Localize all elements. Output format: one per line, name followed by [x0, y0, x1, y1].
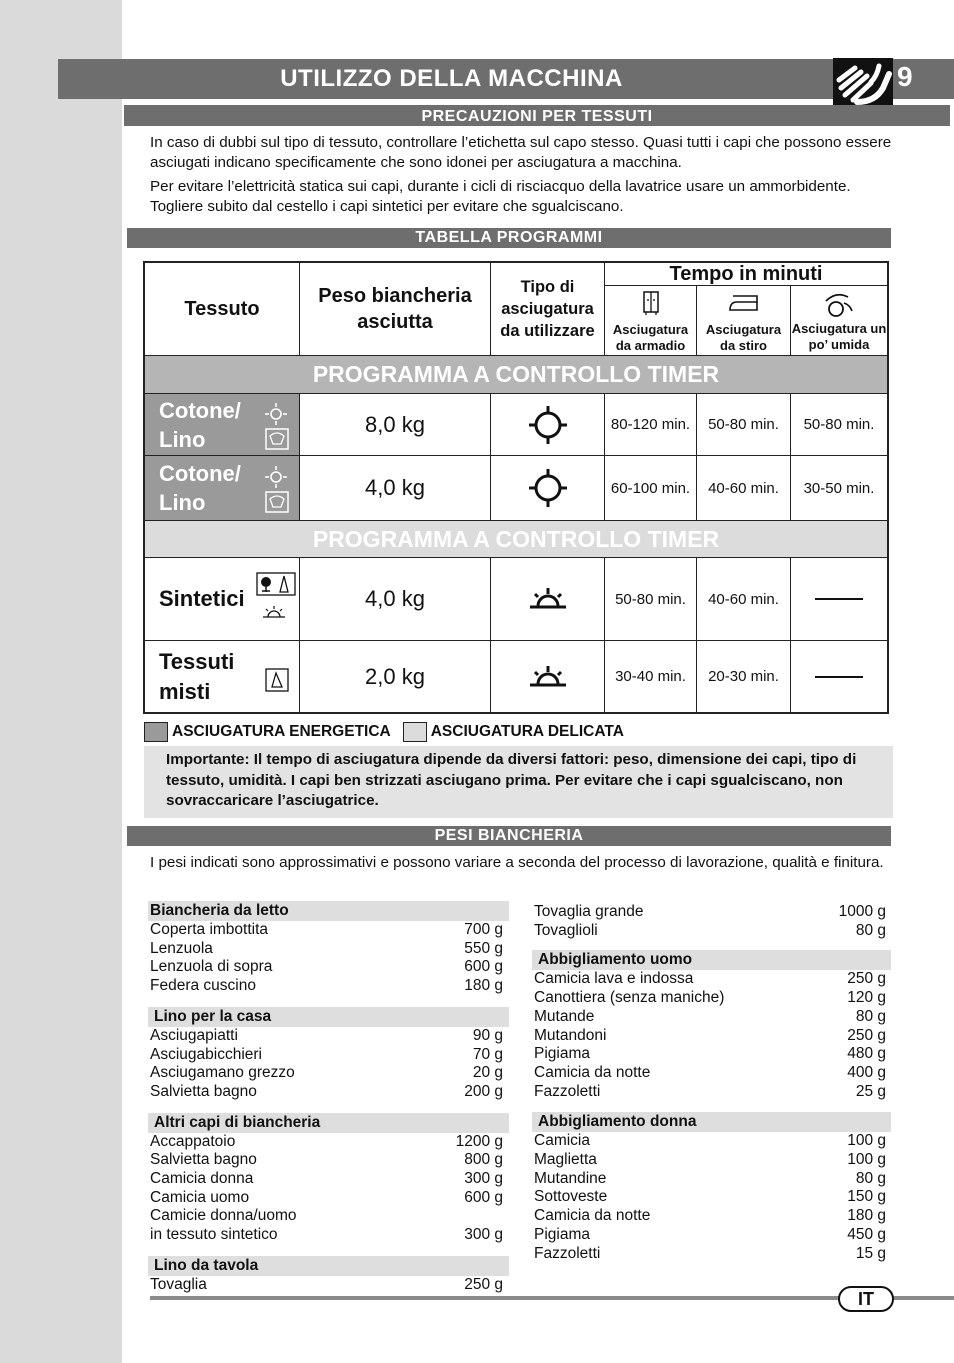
washtub-icon [265, 491, 289, 513]
band-timer-2: PROGRAMMA A CONTROLLO TIMER [145, 521, 887, 558]
legend-delicata: ASCIUGATURA DELICATA [430, 723, 624, 740]
col-armadio: Asciugatura da armadio [605, 286, 697, 356]
col-tempo: Tempo in minuti [605, 263, 887, 286]
half-sun-delicate-icon [528, 664, 568, 690]
row4-weight: 2,0 kg [300, 641, 491, 712]
row4-stiro: 20-30 min. [697, 641, 791, 712]
list-item: Sottoveste 150 g [534, 1188, 886, 1206]
col-stiro: Asciugatura da stiro [697, 286, 791, 356]
list-item: Mutandoni 250 g [534, 1026, 886, 1044]
group-uomo: Abbigliamento uomo [532, 950, 891, 970]
list-item: Pigiama 450 g [534, 1225, 886, 1243]
col-umida: Asciugatura un po’ umida [791, 286, 887, 356]
list-item: Camicia lava e indossa 250 g [534, 970, 886, 988]
list-item: in tessuto sintetico 300 g [150, 1226, 503, 1244]
list-item: Camicia da notte 400 g [534, 1063, 886, 1081]
group-casa: Lino per la casa [148, 1007, 509, 1027]
row1-weight: 8,0 kg [300, 394, 491, 456]
list-item: Asciugabicchieri 70 g [150, 1045, 503, 1063]
sun-icon [264, 402, 288, 426]
row1-stiro: 50-80 min. [697, 394, 791, 456]
group-altri: Altri capi di biancheria [148, 1113, 509, 1133]
gentle-sun-icon [262, 605, 286, 621]
section-tabella: TABELLA PROGRAMMI [127, 228, 891, 248]
row3-umida [791, 558, 887, 641]
list-item: Camicia uomo 600 g [150, 1188, 503, 1206]
col-peso: Peso biancheria asciutta [300, 263, 491, 356]
wardrobe-icon [642, 290, 660, 316]
group-donna: Abbigliamento donna [532, 1112, 891, 1132]
list-item: Camicia donna 300 g [150, 1170, 503, 1188]
row4-armadio: 30-40 min. [605, 641, 697, 712]
group-tavola: Lino da tavola [148, 1256, 509, 1276]
row4-type [491, 641, 605, 712]
weights-right-column [532, 903, 891, 1263]
list-item: Mutande 80 g [534, 1007, 886, 1025]
half-sun-delicate-icon [528, 586, 568, 612]
row2-fabric: Cotone/ Lino [145, 456, 300, 521]
list-item: Fazzoletti 25 g [534, 1082, 886, 1100]
list-item: Federa cuscino 180 g [150, 977, 503, 995]
iron-icon [727, 292, 761, 314]
legend [144, 721, 624, 743]
wash-symbols-icon [256, 572, 296, 596]
not-applicable-dash [815, 676, 863, 678]
list-item: Salvietta bagno 200 g [150, 1082, 503, 1100]
weights-left-column [148, 901, 509, 1295]
list-item: Accappatoio 1200 g [150, 1132, 503, 1150]
list-item: Camicia da notte 180 g [534, 1207, 886, 1225]
page-number: 9 [893, 59, 954, 99]
list-item: Mutandine 80 g [534, 1169, 886, 1187]
list-item: Pigiama 480 g [534, 1045, 886, 1063]
row4-fabric: Tessuti misti [145, 641, 300, 712]
section-pesi: PESI BIANCHERIA [127, 826, 891, 846]
row1-fabric: Cotone/ Lino [145, 394, 300, 456]
list-item: Asciugamano grezzo 20 g [150, 1064, 503, 1082]
col-tipo: Tipo di asciugatura da utilizzare [491, 263, 605, 356]
row2-armadio: 60-100 min. [605, 456, 697, 521]
row2-type [491, 456, 605, 521]
hand-icon [833, 58, 893, 106]
paragraph-2: Per evitare l’elettricità statica sui capi, durante i cicli di risciacquo della lavatrice usare un ammorbidente. Togliere subito dal cestello i capi sintetici per evitare che sgualciscano. [150, 178, 851, 215]
language-badge: IT [838, 1286, 894, 1312]
sun-energetic-icon [528, 405, 568, 445]
washtub-icon [265, 428, 289, 450]
row3-type [491, 558, 605, 641]
section-precauzioni: PRECAUZIONI PER TESSUTI [124, 107, 950, 126]
list-item: Camicie donna/uomo [150, 1207, 297, 1225]
row3-armadio: 50-80 min. [605, 558, 697, 641]
group-letto: Biancheria da letto [148, 901, 509, 921]
row3-stiro: 40-60 min. [697, 558, 791, 641]
sun-energetic-icon [528, 468, 568, 508]
list-item: Lenzuola di sopra 600 g [150, 958, 503, 976]
paragraph-1: In caso di dubbi sul tipo di tessuto, controllare l’etichetta sul capo stesso. Quasi tutti i capi che possono essere asciugati indicano specificamente che sono idonei per asciugatura a macchina. [150, 134, 892, 171]
legend-swatch-delicata [403, 722, 427, 742]
not-applicable-dash [815, 598, 863, 600]
col-tessuto: Tessuto [145, 263, 300, 356]
row2-weight: 4,0 kg [300, 456, 491, 521]
legend-energetica: ASCIUGATURA ENERGETICA [172, 723, 391, 740]
list-item: Coperta imbottita 700 g [150, 921, 503, 938]
footer-rule [150, 1296, 840, 1300]
iron-damp-icon [822, 291, 856, 319]
list-item: Maglietta 100 g [534, 1151, 886, 1169]
footer-rule-right [892, 1296, 954, 1300]
important-note: Importante: Il tempo di asciugatura dipende da diversi fattori: peso, dimensione dei capi, tipo di tessuto, umidità. I capi ben strizzati asciugano prima. Per evitare che i capi sgualciscano, non sovraccaricare l’asciugatrice. [144, 746, 893, 818]
sun-icon [264, 465, 288, 489]
row3-fabric: Sintetici [145, 558, 300, 641]
row4-umida [791, 641, 887, 712]
row2-stiro: 40-60 min. [697, 456, 791, 521]
side-strip [0, 0, 122, 1363]
list-item: Camicia 100 g [534, 1132, 886, 1150]
row1-armadio: 80-120 min. [605, 394, 697, 456]
list-item: Tovaglia 250 g [150, 1275, 503, 1293]
pesi-intro: I pesi indicati sono approssimativi e possono variare a seconda del processo di lavorazione, qualità e finitura. [150, 854, 884, 871]
list-item: Tovaglia grande 1000 g [534, 903, 886, 920]
row2-umida: 30-50 min. [791, 456, 887, 521]
page-title: UTILIZZO DELLA MACCHINA [58, 59, 833, 99]
list-item: Tovaglioli 80 g [534, 921, 886, 939]
row1-umida: 50-80 min. [791, 394, 887, 456]
list-item: Asciugapiatti 90 g [150, 1026, 503, 1044]
list-item: Salvietta bagno 800 g [150, 1151, 503, 1169]
list-item: Lenzuola 550 g [150, 939, 503, 957]
legend-swatch-energetica [144, 722, 168, 742]
program-table [143, 261, 889, 714]
row3-weight: 4,0 kg [300, 558, 491, 641]
list-item: Canottiera (senza maniche) 120 g [534, 989, 886, 1007]
band-timer-1: PROGRAMMA A CONTROLLO TIMER [145, 356, 887, 394]
delicate-wash-icon [265, 668, 289, 692]
row1-type [491, 394, 605, 456]
list-item: Fazzoletti 15 g [534, 1244, 886, 1262]
